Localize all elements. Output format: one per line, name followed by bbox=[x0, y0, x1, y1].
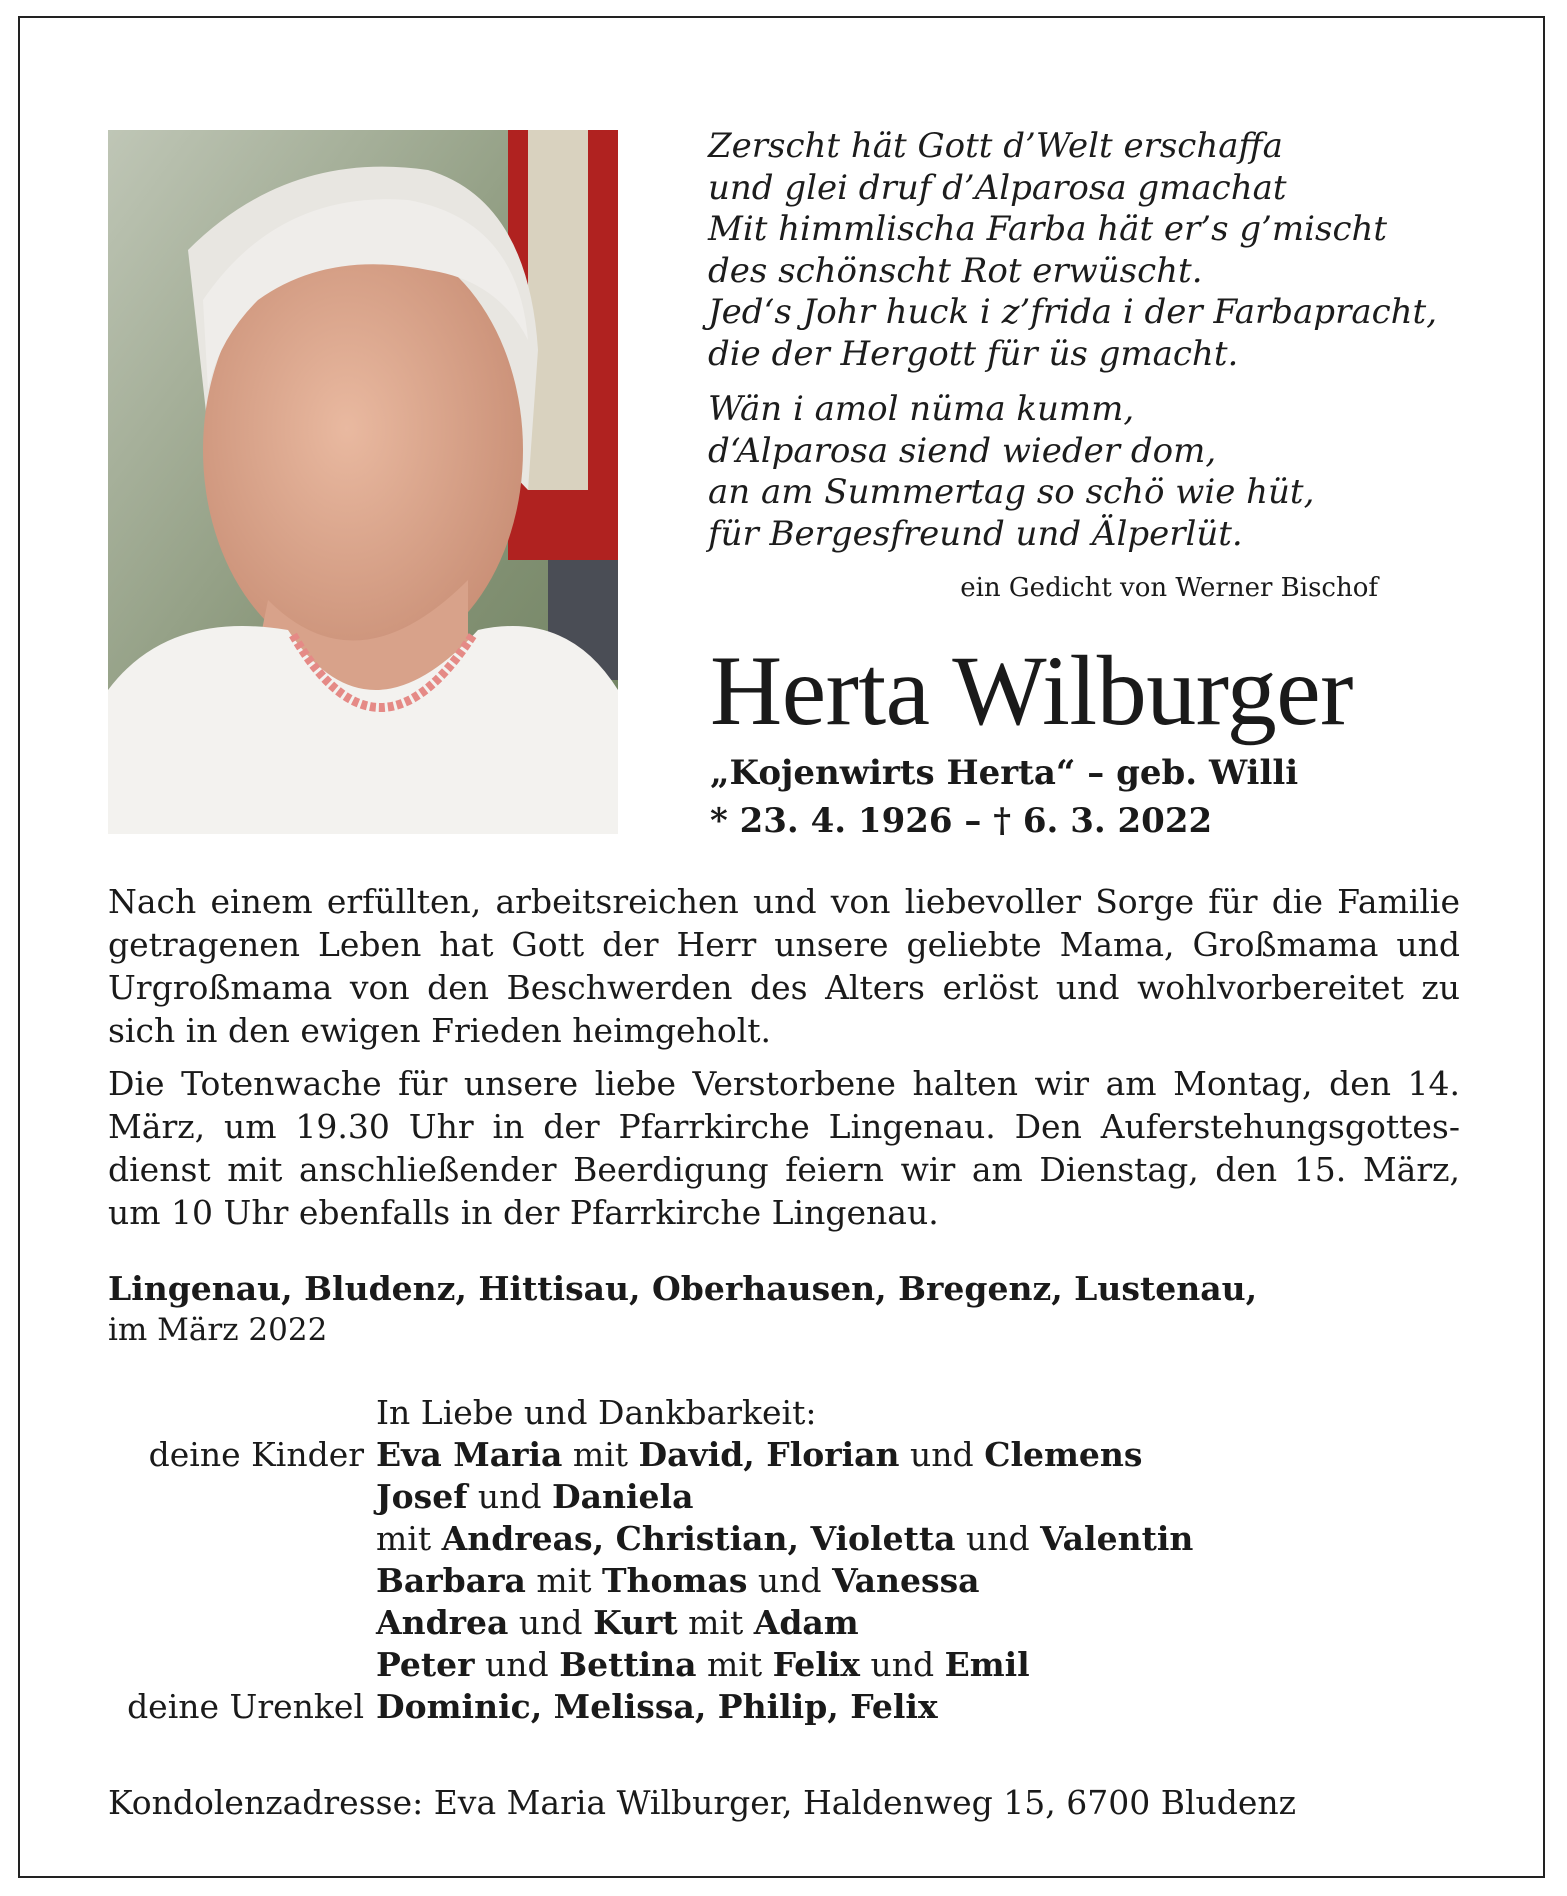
poem-line: des schönscht Rot erwüscht. bbox=[708, 250, 1203, 291]
life-dates: * 23. 4. 1926 – † 6. 3. 2022 bbox=[710, 801, 1213, 841]
family-member-name: Felix bbox=[772, 1645, 860, 1684]
family-connector: und bbox=[508, 1603, 594, 1642]
family-member-name: Kurt bbox=[593, 1603, 678, 1642]
family-row-label bbox=[108, 1518, 376, 1560]
poem-credit: ein Gedicht von Werner Bischof bbox=[960, 573, 1378, 603]
announcement-body bbox=[108, 880, 1460, 1234]
body-paragraph: Nach einem erfüllten, arbeitsreichen und von liebevoller Sorge für die Familie getragenen Leben hat Gott der Herr unsere geliebte Mama, Großmama und Urgroßmama von den Beschwerden des Alters erlöst und wohlvorbereitet zu sich in den ewigen Frieden heimgeholt. bbox=[108, 882, 1460, 1050]
family-connector: mit bbox=[525, 1561, 602, 1600]
family-row bbox=[108, 1434, 1193, 1476]
family-connector: und bbox=[474, 1645, 560, 1684]
family-connector: mit bbox=[696, 1645, 773, 1684]
poem-line: d‘Alparosa siend wieder dom, bbox=[708, 430, 1217, 471]
poem-line: Jed‘s Johr huck i z’frida i der Farbapracht, bbox=[708, 292, 1438, 332]
poem-line: Mit himmlischa Farba hät er’s g’mischt bbox=[708, 209, 1388, 249]
family-connector: und bbox=[955, 1519, 1041, 1558]
family-row-names bbox=[376, 1644, 1030, 1686]
family-row-names bbox=[376, 1602, 859, 1644]
poem bbox=[708, 126, 1468, 555]
family-member-name: Andrea bbox=[376, 1603, 509, 1642]
poem-line: die der Hergott für üs gmacht. bbox=[708, 333, 1239, 374]
family-row bbox=[108, 1602, 1193, 1644]
body-paragraph: Die Totenwache für unsere liebe Verstorbene halten wir am Montag, den 14. März, um 19.30 Uhr in der Pfarrkirche Lingenau. Den Auferstehungsgottesdienst mit anschließender Beerdigung feiern wir am Dienstag, den 15. März, um 10 Uhr ebenfalls in der Pfarrkirche Lingenau. bbox=[108, 1064, 1460, 1232]
family-row-names bbox=[376, 1434, 1142, 1476]
family-row bbox=[108, 1476, 1193, 1518]
portrait-photo bbox=[108, 130, 618, 834]
family-row-label: deine Kinder bbox=[148, 1435, 364, 1474]
places-line: Lingenau, Bludenz, Hittisau, Oberhausen, Bregenz, Lustenau, bbox=[108, 1269, 1258, 1308]
deceased-nickname: „Kojenwirts Herta“ – geb. Willi bbox=[710, 753, 1299, 793]
family-member-name: Andreas, Christian, Violetta bbox=[441, 1519, 956, 1558]
family-intro-row bbox=[108, 1392, 1193, 1434]
family-row-names bbox=[376, 1476, 693, 1518]
family-connector: mit bbox=[376, 1519, 442, 1558]
family-row-label bbox=[108, 1644, 376, 1686]
family-member-name: Valentin bbox=[1040, 1519, 1194, 1558]
family-member-name: David, Florian bbox=[638, 1435, 900, 1474]
family-row-names bbox=[376, 1560, 980, 1602]
family-rows bbox=[108, 1434, 1193, 1728]
family-member-name: Daniela bbox=[552, 1477, 694, 1516]
poem-line: und glei druf d’Alparosa gmachat bbox=[708, 167, 1287, 208]
family-row-label bbox=[108, 1560, 376, 1602]
family-connector: und bbox=[859, 1645, 945, 1684]
family-list bbox=[108, 1392, 1193, 1728]
family-row-label: deine Urenkel bbox=[127, 1687, 364, 1726]
family-row bbox=[108, 1518, 1193, 1560]
family-member-name: Eva Maria bbox=[376, 1435, 563, 1474]
family-row-names bbox=[376, 1518, 1193, 1560]
family-connector: mit bbox=[562, 1435, 639, 1474]
poem-stanza-2 bbox=[708, 389, 1468, 555]
poem-line: für Bergesfreund und Älperlüt. bbox=[708, 513, 1243, 554]
family-member-name: Peter bbox=[376, 1645, 475, 1684]
family-member-name: Barbara bbox=[376, 1561, 526, 1600]
family-row bbox=[108, 1686, 1193, 1728]
deceased-name: Herta Wilburger bbox=[710, 635, 1353, 746]
family-member-name: Vanessa bbox=[832, 1561, 980, 1600]
poem-line: Zerscht hät Gott d’Welt erschaffa bbox=[708, 126, 1283, 166]
poem-stanza-1 bbox=[708, 126, 1468, 375]
family-row bbox=[108, 1560, 1193, 1602]
family-connector: mit bbox=[677, 1603, 754, 1642]
family-member-name: Emil bbox=[944, 1645, 1030, 1684]
family-member-name: Bettina bbox=[559, 1645, 697, 1684]
family-intro: In Liebe und Dankbarkeit: bbox=[376, 1393, 817, 1432]
place-date: im März 2022 bbox=[108, 1312, 328, 1348]
family-member-name: Adam bbox=[753, 1603, 859, 1642]
family-member-name: Josef bbox=[376, 1477, 468, 1516]
family-member-name: Clemens bbox=[984, 1435, 1143, 1474]
family-member-name: Dominic, Melissa, Philip, Felix bbox=[376, 1687, 938, 1726]
family-connector: und bbox=[467, 1477, 553, 1516]
family-row-label bbox=[108, 1476, 376, 1518]
condolence-address: Kondolenzadresse: Eva Maria Wilburger, Haldenweg 15, 6700 Bludenz bbox=[108, 1783, 1297, 1822]
family-member-name: Thomas bbox=[601, 1561, 748, 1600]
poem-line: Wän i amol nüma kumm, bbox=[708, 389, 1135, 429]
family-row bbox=[108, 1644, 1193, 1686]
family-connector: und bbox=[747, 1561, 833, 1600]
family-row-label bbox=[108, 1602, 376, 1644]
family-row-names bbox=[376, 1686, 938, 1728]
family-row-label bbox=[108, 1392, 376, 1434]
family-connector: und bbox=[899, 1435, 985, 1474]
poem-line: an am Summertag so schö wie hüt, bbox=[708, 472, 1315, 512]
